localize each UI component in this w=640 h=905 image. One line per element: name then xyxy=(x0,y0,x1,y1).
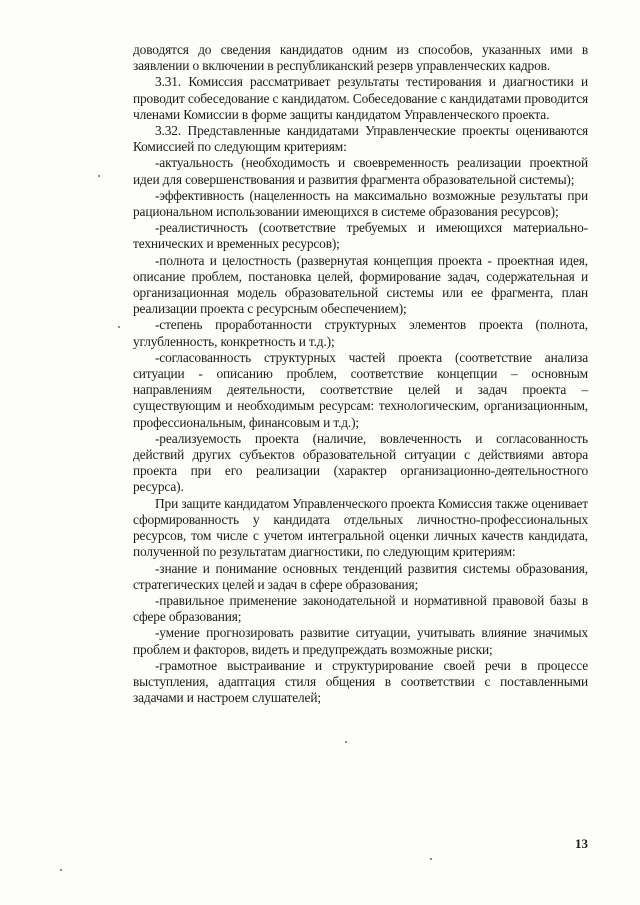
criterion-legal-base: -правильное применение законодательной и нормативной правовой базы в сфере образования; xyxy=(133,592,588,625)
criterion-consistency: -согласованность структурных частей проекта (соответствие анализа ситуации - описанию проблем, соответствие концепции – основным направлениям деятельности, соответствие целей и задач проекта – существующим и необходимым ресурсам: технологическим, организационным, профессиональным, финансовым и т.д.); xyxy=(133,349,588,430)
criterion-feasibility: -реализуемость проекта (наличие, вовлеченность и согласованность действий других субъектов образовательной ситуации с действиями автора проекта при его реализации (характер организационно-деятельностного ресурса). xyxy=(133,430,588,495)
scan-speck xyxy=(60,869,62,871)
page-number: 13 xyxy=(575,836,588,851)
body-text xyxy=(133,42,588,706)
criterion-efficiency: -эффективность (нацеленность на максимально возможные результаты при рациональном использовании имеющихся в системе образования ресурсов); xyxy=(133,187,588,220)
criterion-elaboration: -степень проработанности структурных элементов проекта (полнота, углубленность, конкретность и т.д.); xyxy=(133,317,588,349)
paragraph-3-31: 3.31. Комиссия рассматривает результаты тестирования и диагностики и проводит собеседование с кандидатом. Собеседование с кандидатами проводится членами Комиссии в форме защиты кандидатом Управленческого проекта. xyxy=(133,74,588,122)
paragraph-continuation: доводятся до сведения кандидатов одним из способов, указанных ими в заявлении о включении в республиканский резерв управленческих кадров. xyxy=(133,42,588,74)
criterion-forecasting: -умение прогнозировать развитие ситуации, учитывать влияние значимых проблем и факторов, видеть и предупреждать возможные риски; xyxy=(133,625,588,657)
criterion-relevance: -актуальность (необходимость и своевременность реализации проектной идеи для совершенствования и развития фрагмента образовательной системы); xyxy=(133,155,588,187)
criterion-knowledge: -знание и понимание основных тенденций развития системы образования, стратегических целей и задач в сфере образования; xyxy=(133,560,588,592)
criterion-speech: -грамотное выстраивание и структурирование своей речи в процессе выступления, адаптация стиля общения в соответствии с поставленными задачами и настроем слушателей; xyxy=(133,657,588,706)
criterion-realism: -реалистичность (соответствие требуемых и имеющихся материально-технических и временных ресурсов); xyxy=(133,220,588,252)
paragraph-defense: При защите кандидатом Управленческого проекта Комиссия также оценивает сформированность у кандидата отдельных личностно-профессиональных ресурсов, том числе с учетом интегральной оценки личных качеств кандидата, полученной по результатам диагностики, по следующим критериям: xyxy=(133,495,588,560)
scan-speck xyxy=(98,175,100,177)
paragraph-3-32: 3.32. Представленные кандидатами Управленческие проекты оцениваются Комиссией по следующим критериям: xyxy=(133,123,588,155)
criterion-completeness: -полнота и целостность (развернутая концепция проекта - проектная идея, описание проблем, постановка целей, формирование задач, содержательная и организационная модель образовательной системы или ее фрагмента, план реализации проекта с ресурсным обеспечением); xyxy=(133,252,588,317)
scan-speck xyxy=(345,741,347,743)
scan-speck xyxy=(118,326,120,328)
scan-speck xyxy=(430,858,432,860)
